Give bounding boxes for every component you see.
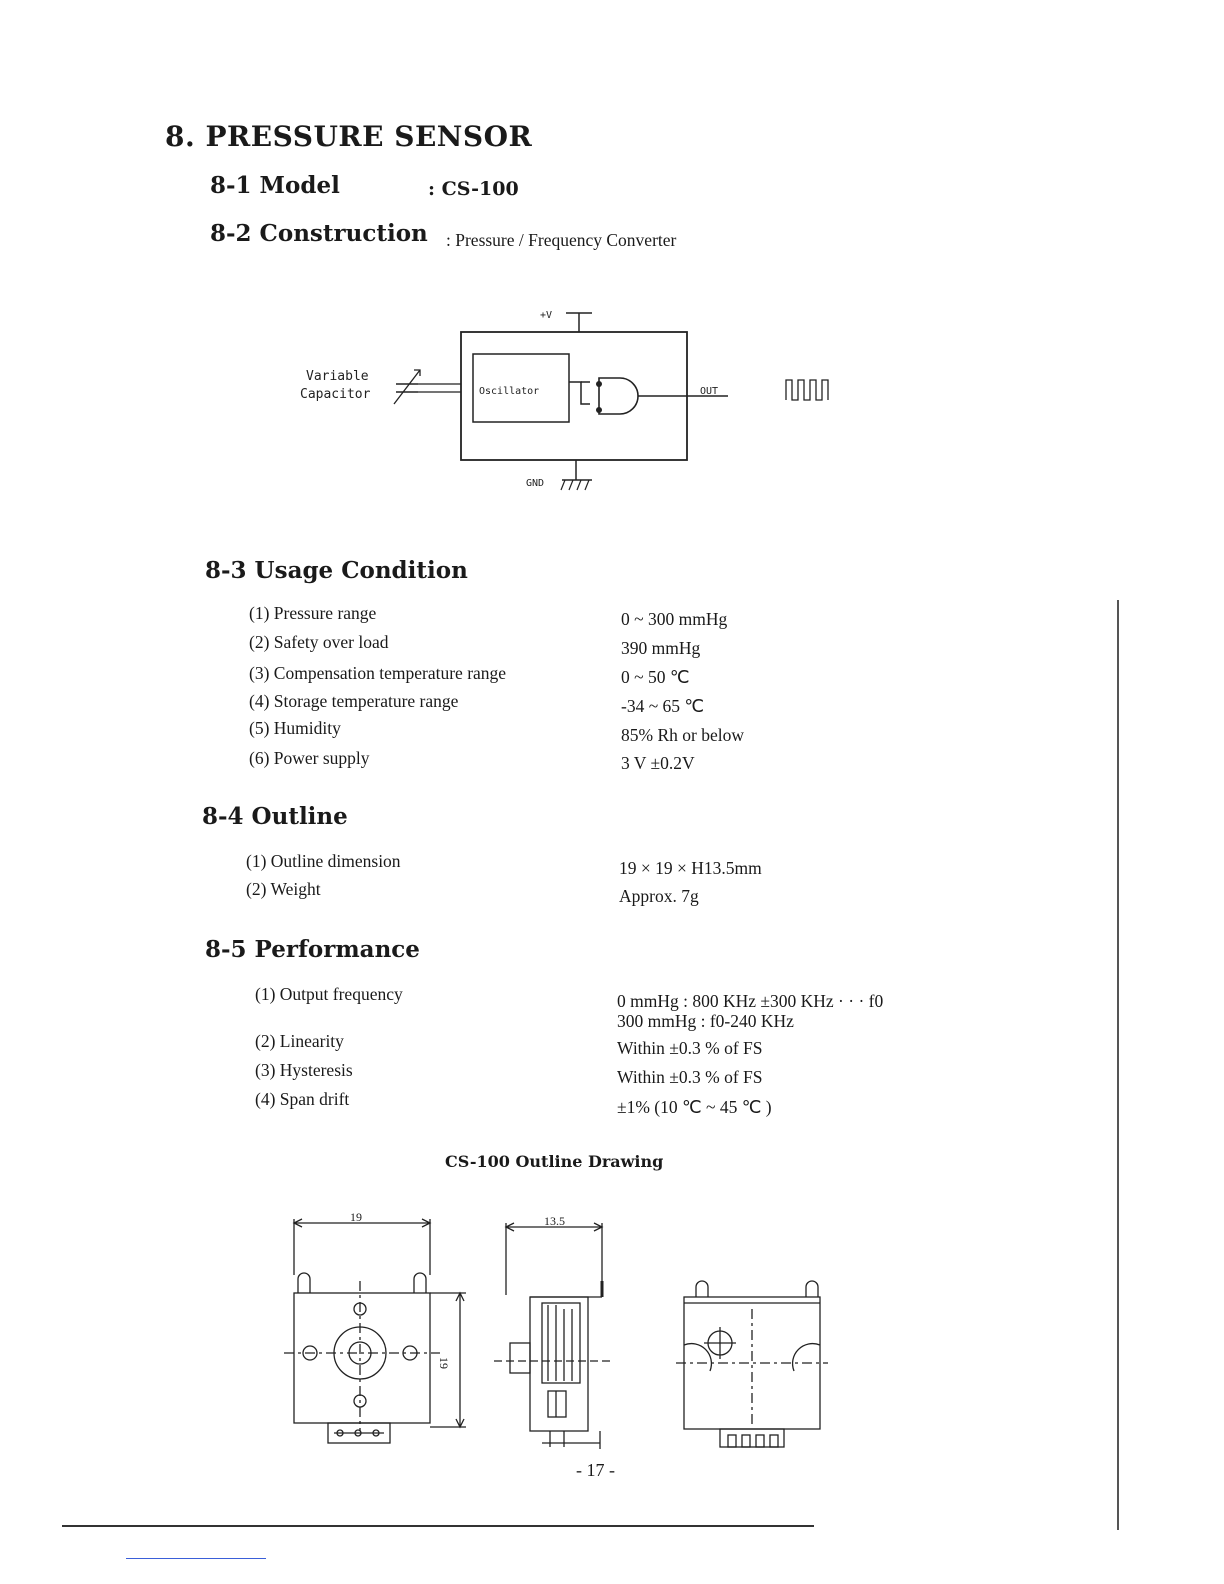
usage-heading: 8-3 Usage Condition xyxy=(205,557,468,584)
outline-value: Approx. 7g xyxy=(619,886,699,906)
performance-value: Within ±0.3 % of FS xyxy=(617,1067,763,1087)
performance-label: (3) Hysteresis xyxy=(255,1060,353,1080)
section-title: 8. PRESSURE SENSOR xyxy=(165,120,533,153)
square-wave-icon xyxy=(786,380,828,400)
drawing-title: CS-100 Outline Drawing xyxy=(445,1152,664,1171)
dim-width-label: 19 xyxy=(350,1210,362,1224)
performance-value: Within ±0.3 % of FS xyxy=(617,1038,763,1058)
variable-label: Variable xyxy=(306,369,369,384)
usage-label: (6) Power supply xyxy=(249,748,370,768)
blue-rule xyxy=(126,1558,266,1559)
page-number: - 17 - xyxy=(576,1460,615,1480)
outline-value: 19 × 19 × H13.5mm xyxy=(619,858,762,878)
usage-label: (5) Humidity xyxy=(249,718,341,738)
construction-heading: 8-2 Construction xyxy=(210,220,428,247)
gate-symbol xyxy=(599,378,638,414)
performance-heading: 8-5 Performance xyxy=(205,936,420,963)
outline-drawing xyxy=(280,1205,860,1460)
gnd-label: GND xyxy=(526,478,545,489)
capacitor-label: Capacitor xyxy=(300,387,371,402)
usage-value: 0 ~ 50 ℃ xyxy=(621,667,690,687)
outline-label: (2) Weight xyxy=(246,879,321,899)
edge-line xyxy=(1117,600,1119,1530)
variable-arrow xyxy=(394,370,420,404)
performance-value: ±1% (10 ℃ ~ 45 ℃ ) xyxy=(617,1097,772,1117)
usage-label: (3) Compensation temperature range xyxy=(249,663,507,683)
block-diagram xyxy=(290,300,850,500)
bottom-rule xyxy=(62,1525,814,1527)
usage-label: (4) Storage temperature range xyxy=(249,691,459,711)
oscillator-label: Oscillator xyxy=(479,386,540,397)
usage-value: 3 V ±0.2V xyxy=(621,753,695,773)
performance-label: (2) Linearity xyxy=(255,1031,344,1051)
outline-label: (1) Outline dimension xyxy=(246,851,401,871)
dim-depth-label: 13.5 xyxy=(544,1214,565,1228)
performance-label: (4) Span drift xyxy=(255,1089,350,1109)
construction-value: : Pressure / Frequency Converter xyxy=(446,230,677,250)
out-label: OUT xyxy=(700,386,719,397)
usage-value: 85% Rh or below xyxy=(621,725,744,745)
performance-label: (1) Output frequency xyxy=(255,984,403,1004)
usage-value: 390 mmHg xyxy=(621,638,701,658)
usage-label: (2) Safety over load xyxy=(249,632,389,652)
performance-value: 0 mmHg : 800 KHz ±300 KHz · · · f0 xyxy=(617,991,884,1011)
usage-label: (1) Pressure range xyxy=(249,603,377,623)
usage-value: -34 ~ 65 ℃ xyxy=(621,696,705,716)
dim-height-label: 19 xyxy=(437,1357,451,1369)
usage-value: 0 ~ 300 mmHg xyxy=(621,609,728,629)
model-heading: 8-1 Model xyxy=(210,172,340,199)
performance-value-2: 300 mmHg : f0-240 KHz xyxy=(617,1011,794,1031)
vplus-label: +V xyxy=(540,310,553,321)
model-value: : CS-100 xyxy=(428,178,519,200)
outline-heading: 8-4 Outline xyxy=(202,803,348,830)
